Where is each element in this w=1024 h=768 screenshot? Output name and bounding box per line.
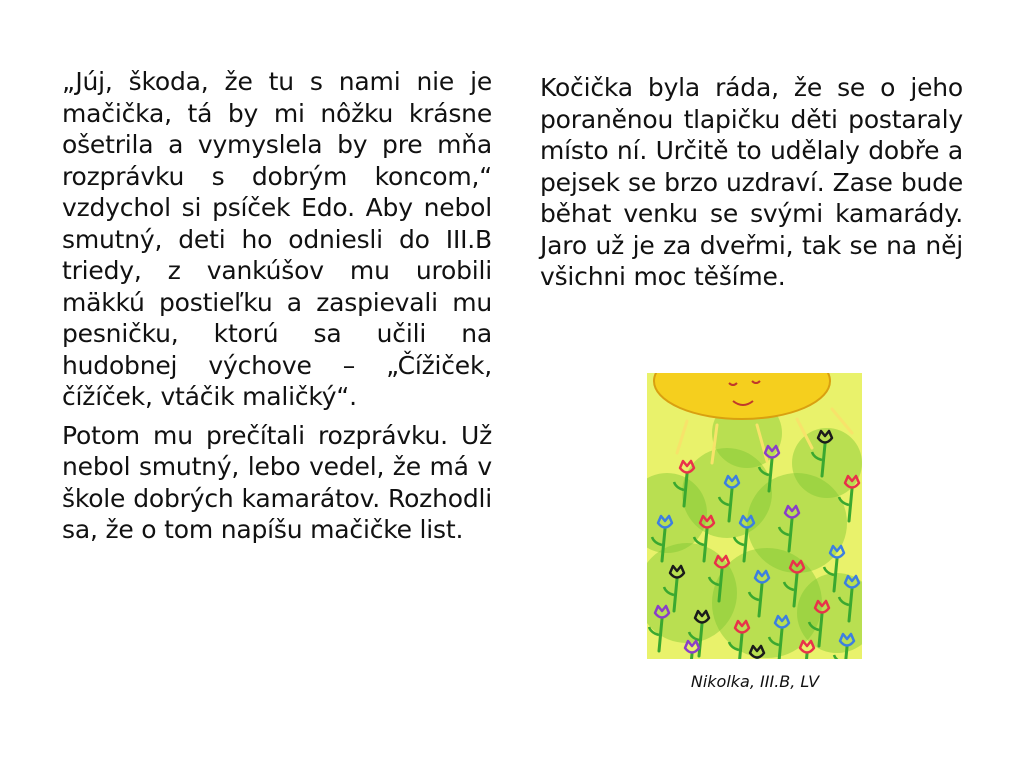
right-text-column xyxy=(540,72,963,293)
flower-leaf xyxy=(834,655,844,659)
flower-stem xyxy=(804,654,807,659)
tulip-flower-icon xyxy=(800,641,814,653)
drawing-canvas xyxy=(647,373,862,659)
left-paragraph-1: „Júj, škoda, že tu s nami nie je mačička, tá by mi nôžku krásne ošetrila a vymyslela by pre mňa rozprávku s dobrým koncom,“ vzdychol si psíček Edo. Aby nebol smutný, deti ho odniesli do III.B triedy, z vankúšov mu urobili mäkkú postieľku a zaspievali mu pesničku, ktorú sa učili na hudobnej výchove – „Čížiček, čížíček, vtáčik maličký“. xyxy=(62,67,492,411)
right-paragraph: Kočička byla ráda, že se o jeho poraněnou tlapičku děti postaraly místo ní. Určitě to udělaly dobře a pejsek se brzo uzdraví. Zase bude běhat venku se svými kamarády. Jaro už je za dveřmi, tak se na něj všichni moc těšíme. xyxy=(540,73,963,291)
sun-ray xyxy=(677,421,687,453)
drawing-caption: Nikolka, III.B, LV xyxy=(690,672,820,691)
flower-stem xyxy=(689,654,692,659)
left-paragraph-2: Potom mu prečítali rozprávku. Už nebol smutný, lebo vedel, že má v škole dobrých kamarátov. Rozhodli sa, že o tom napíšu mačičke list. xyxy=(62,420,492,544)
children-drawing-flowers-sun xyxy=(647,373,862,659)
flower-stem xyxy=(849,489,852,521)
left-text-column xyxy=(62,66,492,553)
sun-icon xyxy=(654,373,830,419)
flower-leaf xyxy=(734,537,744,545)
flower-leaf xyxy=(824,567,834,575)
